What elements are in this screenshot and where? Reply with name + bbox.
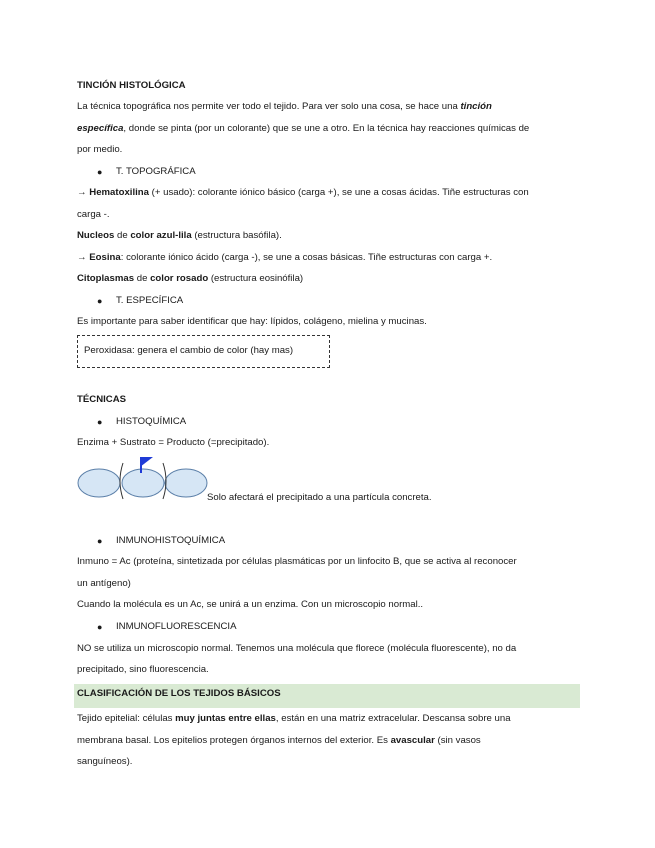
precipitate-diagram <box>77 455 209 501</box>
particle-ellipse-center <box>122 469 164 497</box>
molecula-line: Cuando la molécula es un Ac, se unirá a un enzima. Con un microscopio normal.. <box>77 599 424 610</box>
inmuno-line2: un antígeno) <box>77 578 131 589</box>
epitelial-line1: Tejido epitelial: células muy juntas entre ellas, están en una matriz extracelular. Descansa sobre una <box>77 713 511 724</box>
paragraph-tincion-line1: La técnica topográfica nos permite ver todo el tejido. Para ver solo una cosa, se hace una tinción <box>77 101 492 112</box>
citoplasmas-line: Citoplasmas de color rosado (estructura eosinófila) <box>77 273 304 284</box>
bullet-dot: ● <box>97 296 103 306</box>
peroxidasa-note-box <box>77 335 330 368</box>
bullet-inmunohistoquimica: INMUNOHISTOQUÍMICA <box>116 535 226 546</box>
bullet-inmunofluorescencia: INMUNOFLUORESCENCIA <box>116 621 237 632</box>
bullet-dot: ● <box>97 536 103 546</box>
section-title-tincion: TINCIÓN HISTOLÓGICA <box>77 80 186 91</box>
paragraph-tincion-line3: por medio. <box>77 144 123 155</box>
eosina-line: → Eosina: colorante iónico ácido (carga -), se une a cosas básicas. Tiñe estructuras con carga +. <box>77 252 493 263</box>
section-title-clasificacion: CLASIFICACIÓN DE LOS TEJIDOS BÁSICOS <box>77 688 281 699</box>
section-title-tecnicas: TÉCNICAS <box>77 394 127 405</box>
hematoxilina-line1: → Hematoxilina (+ usado): colorante iónico básico (carga +), se une a cosas ácidas. Tiñe estructuras con <box>77 187 529 198</box>
bullet-histoquimica: HISTOQUÍMICA <box>116 416 187 427</box>
importante-line: Es importante para saber identificar que hay: lípidos, colágeno, mielina y mucinas. <box>77 316 427 327</box>
figure-caption: Solo afectará el precipitado a una partícula concreta. <box>207 492 432 503</box>
no-microscopio-line2: precipitado, sino fluorescencia. <box>77 664 209 675</box>
precipitate-flag-icon <box>140 457 153 467</box>
inmuno-line1: Inmuno = Ac (proteína, sintetizada por células plasmáticas por un linfocito B, que se activa al reconocer <box>77 556 517 567</box>
epitelial-line3: sanguíneos). <box>77 756 133 767</box>
particle-ellipse-right <box>165 469 207 497</box>
peroxidasa-note-text: Peroxidasa: genera el cambio de color (hay mas) <box>84 345 294 356</box>
bullet-topografica: T. TOPOGRÁFICA <box>116 166 196 177</box>
hematoxilina-line2: carga -. <box>77 209 110 220</box>
paragraph-tincion-line2: específica, donde se pinta (por un colorante) que se une a otro. En la técnica hay reacciones químicas de <box>77 123 530 134</box>
epitelial-line2: membrana basal. Los epitelios protegen órganos internos del exterior. Es avascular (sin vasos <box>77 735 481 746</box>
nucleos-line: Nucleos de color azul-lila (estructura basófila). <box>77 230 282 241</box>
bullet-especifica: T. ESPECÍFICA <box>116 295 184 306</box>
no-microscopio-line1: NO se utiliza un microscopio normal. Tenemos una molécula que florece (molécula fluorescente), no da <box>77 643 517 654</box>
bullet-dot: ● <box>97 622 103 632</box>
enzima-line: Enzima + Sustrato = Producto (=precipitado). <box>77 437 270 448</box>
bullet-dot: ● <box>97 167 103 177</box>
particle-ellipse-left <box>78 469 120 497</box>
bullet-dot: ● <box>97 417 103 427</box>
